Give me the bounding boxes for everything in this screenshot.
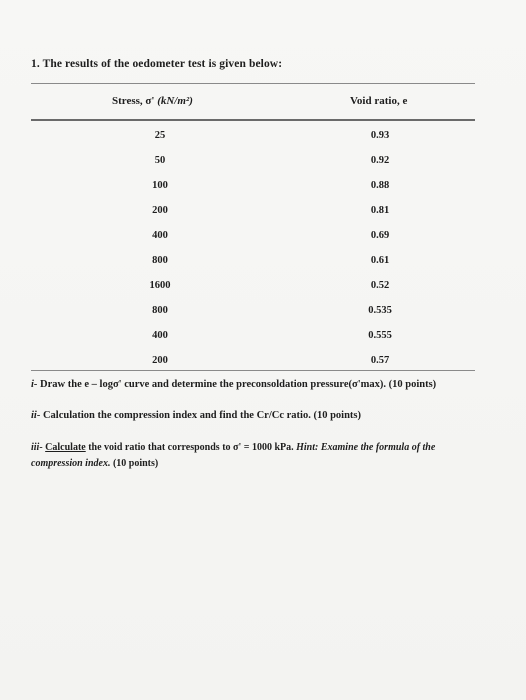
void-ratio-cell: 0.88: [370, 180, 390, 191]
stress-cell: 200: [152, 205, 168, 216]
void-ratio-cell: 0.52: [370, 280, 390, 291]
question-1-number: i-: [31, 379, 38, 390]
void-ratio-cell: 0.555: [368, 330, 392, 341]
stress-cell: 800: [152, 255, 168, 266]
stress-header-unit: (kN/m²): [157, 95, 193, 107]
table-row: [0, 276, 526, 301]
void-ratio-cell: 0.69: [370, 230, 390, 241]
table-row: [0, 151, 526, 176]
question-3-points: (10 points): [112, 457, 159, 469]
question-3: [31, 440, 476, 471]
void-ratio-cell: 0.92: [370, 155, 390, 166]
void-ratio-cell: 0.93: [370, 130, 390, 141]
stress-cell: 200: [152, 355, 168, 366]
stress-cell: 1600: [149, 280, 171, 291]
question-3-hint: Hint: Examine the formula of the compression index.: [31, 442, 436, 469]
stress-header-label: Stress, σ': [112, 95, 155, 107]
stress-cell: 50: [154, 155, 166, 166]
question-1-text: Draw the e – logσ' curve and determine the preconsoldation pressure(σ'max). (10 points): [40, 379, 437, 390]
table-row: [0, 126, 526, 151]
stress-cell: 400: [152, 230, 168, 241]
question-1: [31, 377, 491, 393]
question-2-number: ii-: [31, 410, 41, 421]
stress-cell: 400: [152, 330, 168, 341]
problem-heading: 1. The results of the oedometer test is given below:: [31, 58, 283, 70]
table-row: [0, 251, 526, 276]
stress-cell: 100: [152, 180, 168, 191]
question-3-calculate: Calculate: [45, 442, 86, 453]
void-ratio-cell: 0.535: [368, 305, 392, 316]
void-ratio-cell: 0.57: [370, 355, 390, 366]
table-row: [0, 351, 526, 376]
table-row: [0, 176, 526, 201]
table-row: [0, 226, 526, 251]
table-header-rule: [31, 119, 475, 121]
void-ratio-cell: 0.61: [370, 255, 390, 266]
stress-cell: 800: [152, 305, 168, 316]
question-2: [31, 408, 491, 424]
question-3-text: the void ratio that corresponds to σ' = 1000 kPa.: [88, 442, 294, 453]
table-row: [0, 201, 526, 226]
table-row: [0, 326, 526, 351]
void-ratio-cell: 0.81: [370, 205, 390, 216]
stress-column-header: [112, 95, 193, 107]
table-top-rule: [31, 83, 475, 84]
question-2-text: Calculation the compression index and find the Cr/Cc ratio. (10 points): [42, 410, 361, 421]
oedometer-table: [0, 126, 526, 376]
stress-cell: 25: [154, 130, 166, 141]
question-3-number: iii-: [31, 442, 43, 453]
table-row: [0, 301, 526, 326]
void-ratio-column-header: Void ratio, e: [350, 95, 408, 107]
table-bottom-rule: [31, 370, 475, 371]
